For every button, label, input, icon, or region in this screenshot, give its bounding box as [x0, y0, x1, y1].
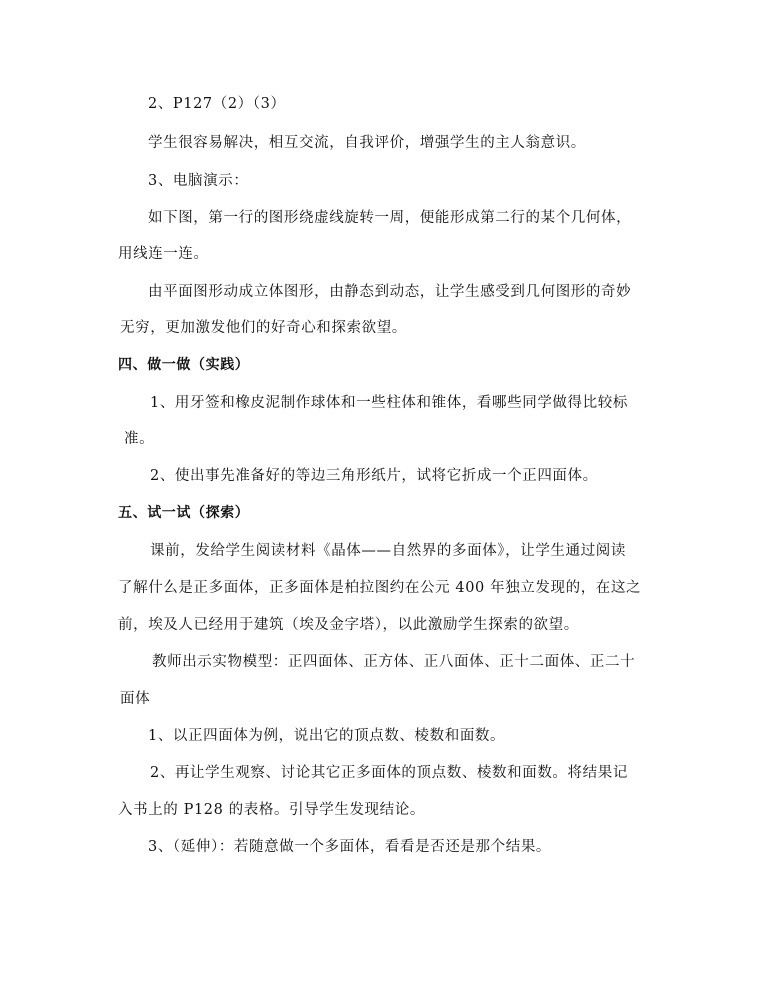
- text-line-11: 2、使出事先准备好的等边三角形纸片，试将它折成一个正四面体。: [150, 468, 598, 484]
- text-line-13: 课前，发给学生阅读材料《晶体——自然界的多面体》，让学生通过阅读: [150, 543, 626, 559]
- text-line-16: 教师出示实物模型：正四面体、正方体、正八面体、正十二面体、正二十: [152, 654, 636, 670]
- text-line-15: 前，埃及人已经用于建筑（埃及金字塔），以此激励学生探索的欲望。: [118, 617, 579, 633]
- text-line-10: 准。: [124, 431, 155, 447]
- text-line-21: 3、（延伸）：若随意做一个多面体，看看是否还是那个结果。: [148, 839, 552, 855]
- text-line-19: 2、再让学生观察、讨论其它正多面体的顶点数、棱数和面数。将结果记: [150, 765, 628, 781]
- text-line-17: 面体: [120, 691, 151, 707]
- section-heading-explore: 五、试一试（探索）: [118, 505, 250, 521]
- text-line-5: 用线连一连。: [118, 246, 209, 262]
- text-line-6: 由平面图形动成立体图形，由静态到动态，让学生感受到几何图形的奇妙: [148, 284, 632, 300]
- text-line-20: 入书上的 P128 的表格。引导学生发现结论。: [118, 802, 425, 818]
- text-line-18: 1、以正四面体为例，说出它的顶点数、棱数和面数。: [148, 728, 506, 744]
- text-line-14: 了解什么是正多面体，正多面体是柏拉图约在公元 400 年独立发现的，在这之: [118, 580, 642, 596]
- text-line-9: 1、用牙签和橡皮泥制作球体和一些柱体和锥体，看哪些同学做得比较标: [150, 395, 628, 411]
- section-heading-practice: 四、做一做（实践）: [118, 357, 250, 373]
- text-line-1: 2、P127（2）（3）: [148, 96, 286, 112]
- text-line-3: 3、电脑演示：: [148, 173, 249, 189]
- text-line-7: 无穷，更加激发他们的好奇心和探索欲望。: [120, 320, 407, 336]
- text-line-2: 学生很容易解决，相互交流，自我评价，增强学生的主人翁意识。: [148, 135, 586, 151]
- text-line-4: 如下图，第一行的图形绕虚线旋转一周，便能形成第二行的某个几何体，: [148, 210, 632, 226]
